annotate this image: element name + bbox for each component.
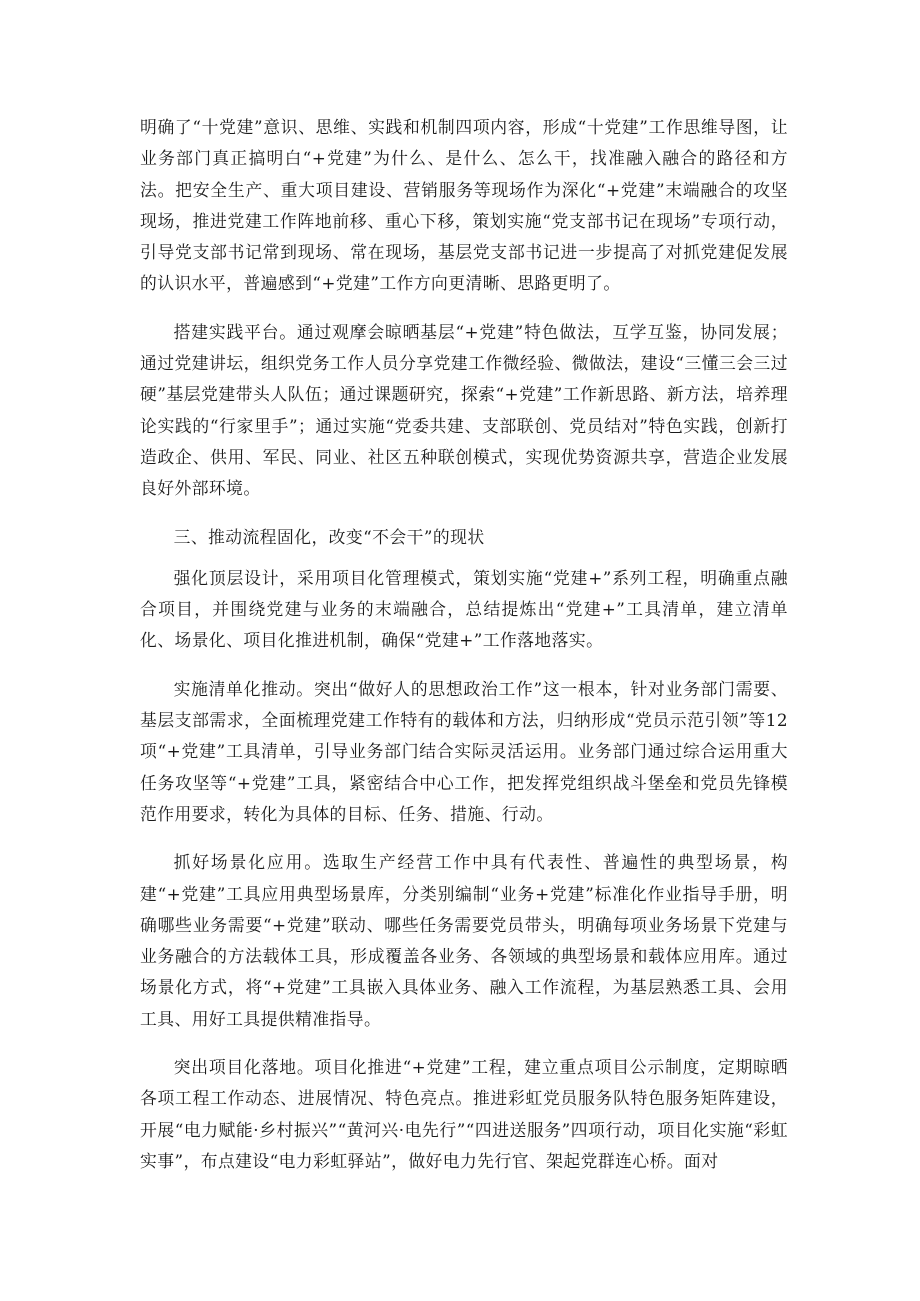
- paragraph-checklist-promotion: 实施清单化推动。突出“做好人的思想政治工作”这一根本，针对业务部门需要、基层支部需求，全面梳理党建工作特有的载体和方法，归纳形成“党员示范引领”等12项“+党建”工具清单，引导业务部门结合实际灵活运用。业务部门通过综合运用重大任务攻坚等“+党建”工具，紧密结合中心工作，把发挥党组织战斗堡垒和党员先锋模范作用要求，转化为具体的目标、任务、措施、行动。: [140, 678, 788, 824]
- paragraph-continuation: 明确了“十党建”意识、思维、实践和机制四项内容，形成“十党建”工作思维导图，让业务部门真正搞明白“+党建”为什么、是什么、怎么干，找准融入融合的路径和方法。把安全生产、重大项目建设、营销服务等现场作为深化“+党建”末端融合的攻坚现场，推进党建工作阵地前移、重心下移，策划实施“党支部书记在现场”专项行动，引导党支部书记常到现场、常在现场，基层党支部书记进一步提高了对抓党建促发展的认识水平，普遍感到“+党建”工作方向更清晰、思路更明了。: [140, 117, 788, 294]
- section-heading-three: 三、推动流程固化，改变“不会干”的现状: [173, 526, 485, 547]
- paragraph-scenario-application: 抓好场景化应用。选取生产经营工作中具有代表性、普遍性的典型场景，构建“+党建”工具应用典型场景库，分类别编制“业务+党建”标准化作业指导手册，明确哪些业务需要“+党建”联动、哪些任务需要党员带头，明确每项业务场景下党建与业务融合的方法载体工具，形成覆盖各业务、各领域的典型场景和载体应用库。通过场景化方式，将“+党建”工具嵌入具体业务、融入工作流程，为基层熟悉工具、会用工具、用好工具提供精准指导。: [140, 852, 788, 1029]
- document-page: [140, 112, 788, 1194]
- paragraph-top-level-design: 强化顶层设计，采用项目化管理模式，策划实施“党建+”系列工程，明确重点融合项目，并围绕党建与业务的末端融合，总结提炼出“党建+”工具清单，建立清单化、场景化、项目化推进机制，确保“党建+”工作落地落实。: [140, 567, 788, 651]
- paragraph-project-implementation: 突出项目化落地。项目化推进“+党建”工程，建立重点项目公示制度，定期晾晒各项工程工作动态、进展情况、特色亮点。推进彩虹党员服务队特色服务矩阵建设，开展“电力赋能·乡村振兴”“黄河兴·电先行”“四进送服务”四项行动，项目化实施“彩虹实事”，布点建设“电力彩虹驿站”，做好电力先行官、架起党群连心桥。面对: [140, 1057, 788, 1171]
- paragraph-practice-platform: 搭建实践平台。通过观摩会晾晒基层“+党建”特色做法，互学互鉴，协同发展；通过党建讲坛，组织党务工作人员分享党建工作微经验、微做法，建设“三懂三会三过硬”基层党建带头人队伍；通过课题研究，探索“+党建”工作新思路、新方法，培养理论实践的“行家里手”；通过实施“党委共建、支部联创、党员结对”特色实践，创新打造政企、供用、军民、同业、社区五种联创模式，实现优势资源共享，营造企业发展良好外部环境。: [140, 321, 788, 499]
